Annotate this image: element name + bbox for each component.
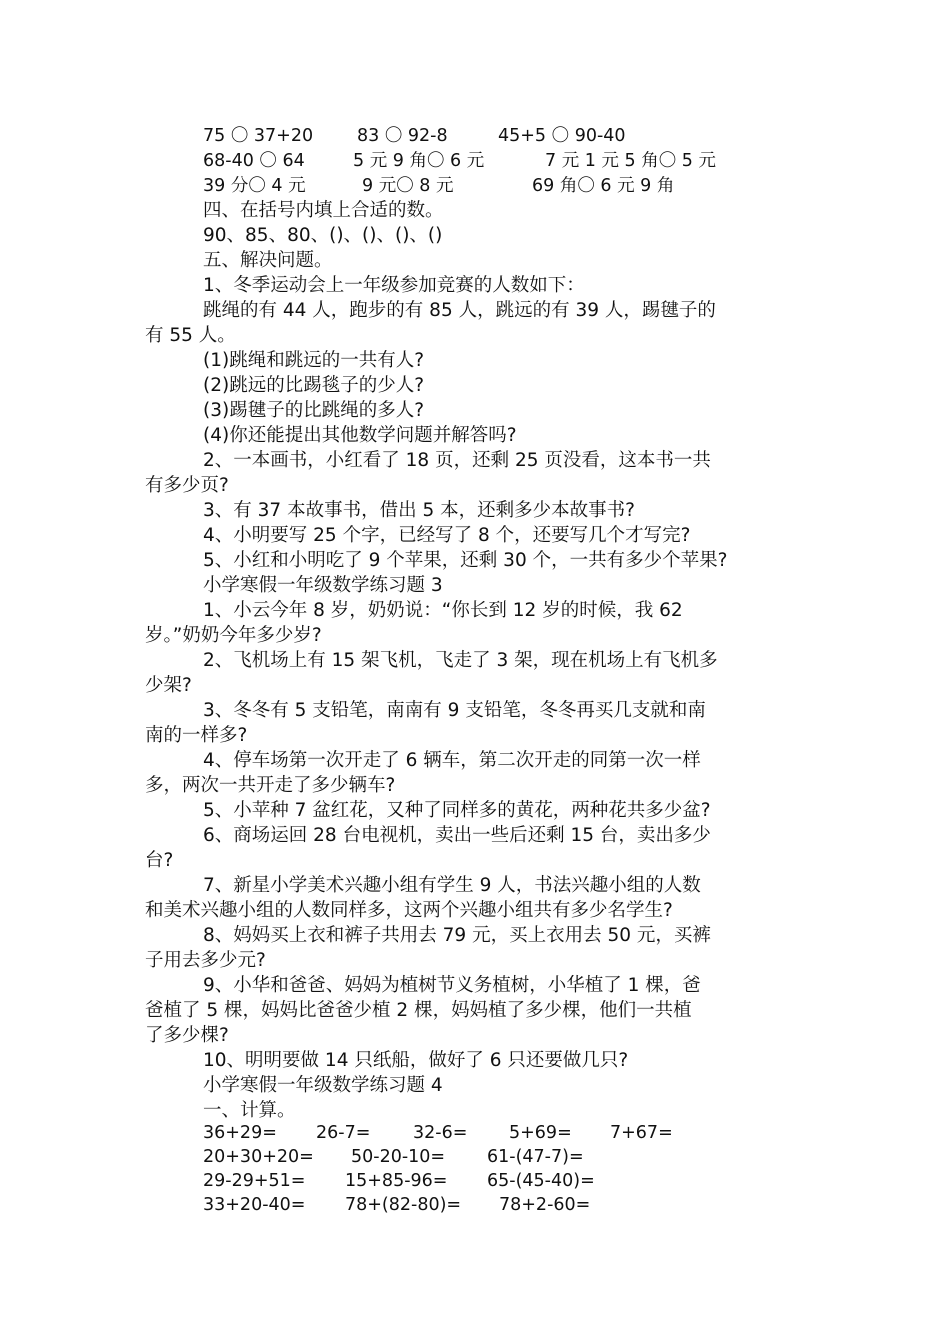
- calc-item: 29-29+51=: [203, 1171, 306, 1191]
- calc-item: 36+29=: [203, 1123, 277, 1143]
- section-heading: 一、计算。: [203, 1100, 296, 1121]
- exercise-title: 小学寒假一年级数学练习题 3: [203, 575, 443, 596]
- problem-text: 4、停车场第一次开走了 6 辆车，第二次开走的同第一次一样: [203, 750, 701, 771]
- calc-item: 7+67=: [610, 1123, 673, 1143]
- problem-text: 多，两次一共开走了多少辆车?: [145, 775, 396, 796]
- calc-item: 65-(45-40)=: [487, 1171, 595, 1191]
- sub-question: (4)你还能提出其他数学问题并解答吗?: [203, 425, 517, 446]
- problem-text: 南的一样多?: [145, 725, 248, 746]
- problem-text: 10、明明要做 14 只纸船，做好了 6 只还要做几只?: [203, 1050, 629, 1071]
- problem-text: 7、新星小学美术兴趣小组有学生 9 人，书法兴趣小组的人数: [203, 875, 701, 896]
- problem-text: 3、冬冬有 5 支铅笔，南南有 9 支铅笔，冬冬再买几支就和南: [203, 700, 706, 721]
- problem-text: 跳绳的有 44 人，跑步的有 85 人，跳远的有 39 人，踢毽子的: [203, 300, 716, 321]
- compare-item: 9 元〇 8 元: [362, 176, 454, 196]
- problem-text: 4、小明要写 25 个字，已经写了 8 个，还要写几个才写完?: [203, 525, 691, 546]
- compare-item: 75 〇 37+20: [203, 126, 314, 146]
- compare-item: 39 分〇 4 元: [203, 176, 306, 196]
- problem-text: 2、飞机场上有 15 架飞机，飞走了 3 架，现在机场上有飞机多: [203, 650, 718, 671]
- problem-text: 1、冬季运动会上一年级参加竞赛的人数如下：: [203, 275, 585, 296]
- calc-item: 33+20-40=: [203, 1195, 306, 1215]
- calc-item: 26-7=: [316, 1123, 371, 1143]
- problem-text: 和美术兴趣小组的人数同样多，这两个兴趣小组共有多少名学生?: [145, 900, 673, 921]
- sub-question: (1)跳绳和跳远的一共有人?: [203, 350, 425, 371]
- problem-text: 子用去多少元?: [145, 950, 266, 971]
- calc-item: 78+2-60=: [499, 1195, 591, 1215]
- compare-item: 69 角〇 6 元 9 角: [532, 176, 675, 196]
- calc-item: 32-6=: [413, 1123, 468, 1143]
- sub-question: (3)踢毽子的比跳绳的多人?: [203, 400, 425, 421]
- problem-text: 8、妈妈买上衣和裤子共用去 79 元，买上衣用去 50 元，买裤: [203, 925, 711, 946]
- problem-text: 少架?: [145, 675, 192, 696]
- problem-text: 3、有 37 本故事书，借出 5 本，还剩多少本故事书?: [203, 500, 635, 521]
- problem-text: 有多少页?: [145, 475, 229, 496]
- calc-item: 5+69=: [509, 1123, 572, 1143]
- problem-text: 了多少棵?: [145, 1025, 229, 1046]
- calc-item: 20+30+20=: [203, 1147, 314, 1167]
- problem-text: 台?: [145, 850, 174, 871]
- number-sequence: 90、85、80、()、()、()、(): [203, 225, 443, 246]
- problem-text: 1、小云今年 8 岁，奶奶说：“你长到 12 岁的时候，我 62: [203, 600, 683, 621]
- compare-item: 68-40 〇 64: [203, 151, 305, 171]
- problem-text: 有 55 人。: [145, 325, 236, 346]
- compare-item: 7 元 1 元 5 角〇 5 元: [545, 151, 716, 171]
- calc-item: 78+(82-80)=: [345, 1195, 462, 1215]
- sub-question: (2)跳远的比踢毯子的少人?: [203, 375, 425, 396]
- problem-text: 9、小华和爸爸、妈妈为植树节义务植树，小华植了 1 棵，爸: [203, 975, 701, 996]
- problem-text: 岁。”奶奶今年多少岁?: [145, 625, 322, 646]
- calc-item: 15+85-96=: [345, 1171, 448, 1191]
- compare-item: 5 元 9 角〇 6 元: [353, 151, 485, 171]
- problem-text: 5、小苹种 7 盆红花，又种了同样多的黄花，两种花共多少盆?: [203, 800, 711, 821]
- compare-item: 83 〇 92-8: [357, 126, 448, 146]
- exercise-title: 小学寒假一年级数学练习题 4: [203, 1075, 443, 1096]
- problem-text: 2、一本画书，小红看了 18 页，还剩 25 页没看，这本书一共: [203, 450, 711, 471]
- problem-text: 爸植了 5 棵，妈妈比爸爸少植 2 棵，妈妈植了多少棵，他们一共植: [145, 1000, 692, 1021]
- calc-item: 50-20-10=: [351, 1147, 446, 1167]
- section-heading: 五、解决问题。: [203, 250, 333, 271]
- calc-item: 61-(47-7)=: [487, 1147, 584, 1167]
- problem-text: 6、商场运回 28 台电视机，卖出一些后还剩 15 台，卖出多少: [203, 825, 711, 846]
- problem-text: 5、小红和小明吃了 9 个苹果，还剩 30 个，一共有多少个苹果?: [203, 550, 728, 571]
- section-heading: 四、在括号内填上合适的数。: [203, 200, 444, 221]
- compare-item: 45+5 〇 90-40: [498, 126, 626, 146]
